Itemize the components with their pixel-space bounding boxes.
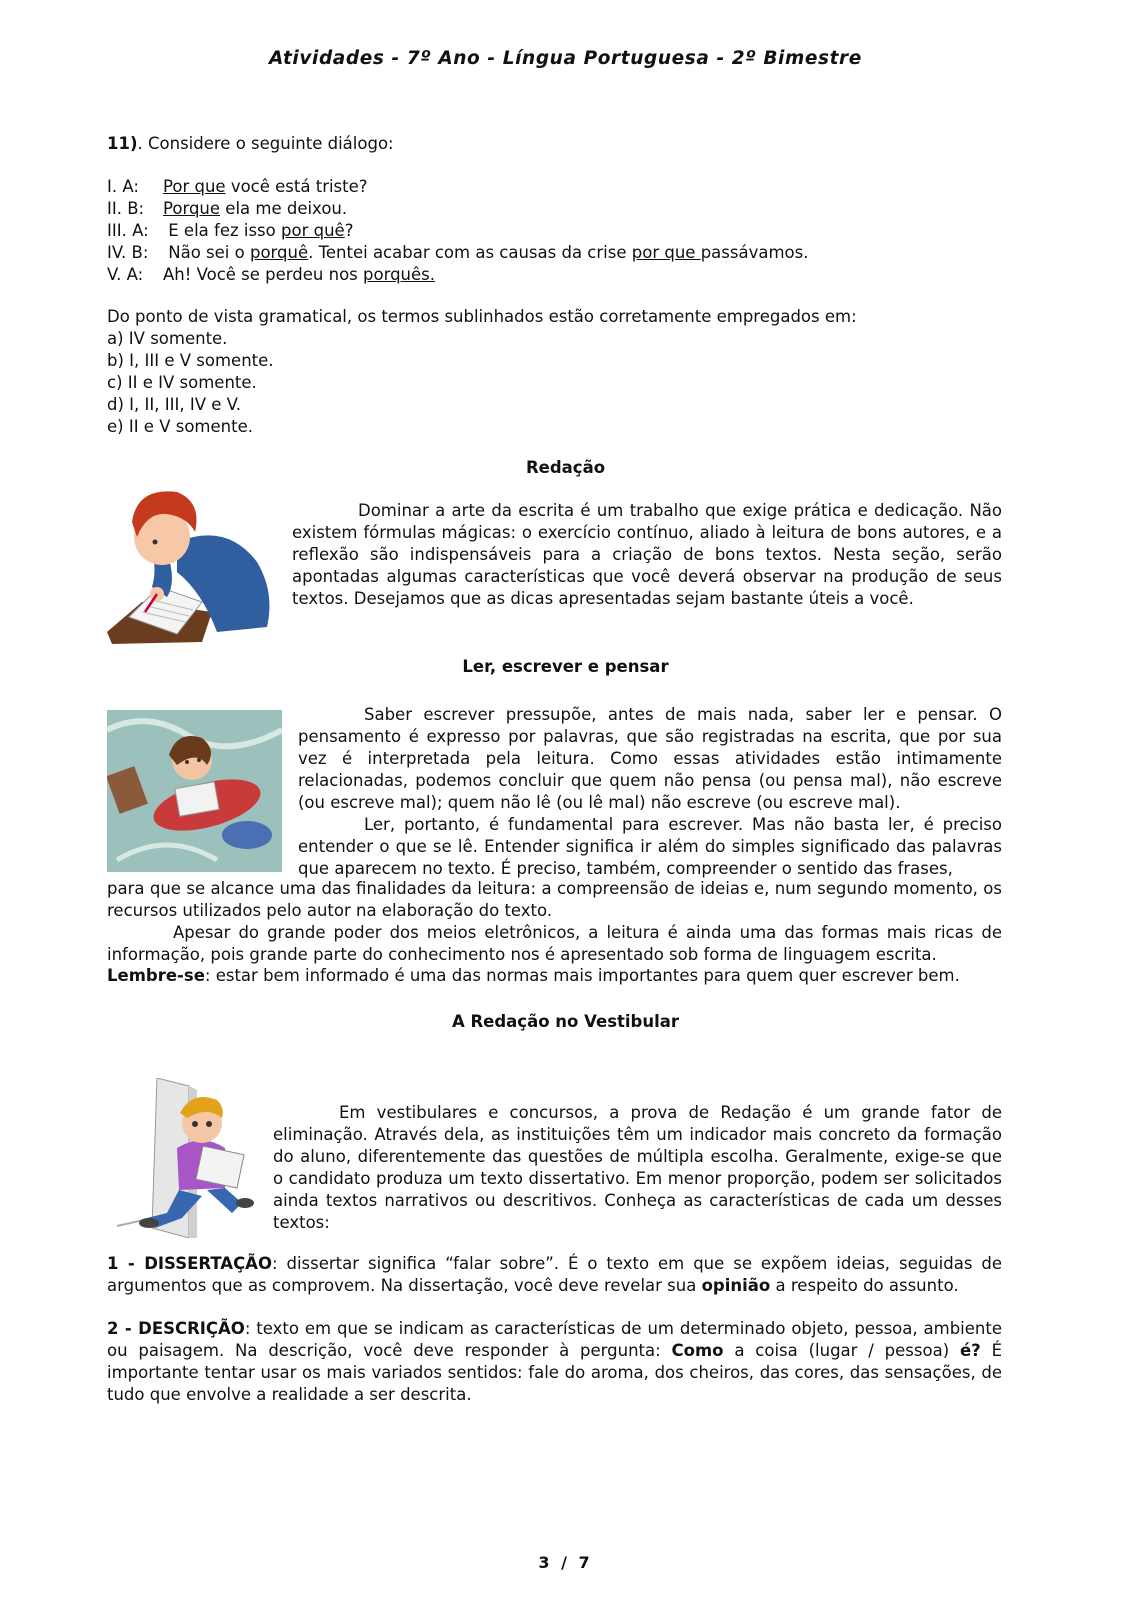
section-title-vestibular: A Redação no Vestibular [451,1012,680,1031]
dissertacao-bold-opiniao: opinião [701,1276,771,1295]
question-text: Do ponto de vista gramatical, os termos sublinhados estão corretamente empregados em: [107,307,857,326]
student-door-illustration [107,1078,257,1238]
descricao-bold-e: é? [959,1341,981,1360]
page-number: 3 / 7 [538,1553,593,1572]
dialogue-text: . Tentei acabar com as causas da crise [308,243,632,262]
underlined-term: porquê [249,243,309,262]
descricao-text-1: : texto em que se indicam as características de um determinado objeto, pessoa, ambiente ou paisagem. Na descrição, você deve responder à pergunta: [107,1319,1002,1360]
underlined-term: Por que [163,177,226,196]
ler-paragraph-1: Saber escrever pressupõe, antes de mais nada, saber ler e pensar. O pensamento é expresso por palavras, que são registradas na escrita, que por sua vez é interpretada pela leitura. Como essas atividades estão intimamente relacionadas, podemos concluir que quem não pensa (ou pensa mal), não escreve (ou escreve mal); quem não lê (ou lê mal) não escreve (ou escreve mal). [298,705,1002,812]
ler-paragraph-2-continuation: para que se alcance uma das finalidades da leitura: a compreensão de ideias e, num segundo momento, os recursos utilizados pelo autor na elaboração do texto. [107,879,1002,920]
dialogue-speaker-label: IV. B: [107,243,149,262]
dialogue-text: E ela fez isso [163,221,281,240]
underlined-term: por que [631,243,701,262]
section-title-ler: Ler, escrever e pensar [462,657,669,676]
dialogue-speaker-label: V. A: [107,265,144,284]
question-11-prompt [107,133,394,155]
descricao-text-2: a coisa (lugar / pessoa) [723,1341,960,1360]
question-prompt-text: . Considere o seguinte diálogo: [137,134,394,153]
dialogue-line [107,242,808,264]
dissertacao-paragraph [107,1253,1002,1297]
underlined-term: Porque [163,199,221,218]
dissertacao-text-1: : dissertar significa “falar sobre”. É o texto em que se expõem ideias, seguidas de argumentos que as comprovem. Na dissertação, você deve revelar sua [107,1254,1002,1295]
dialogue-text: Ah! Você se perdeu nos [163,265,364,284]
answer-option: b) I, III e V somente. [107,351,274,370]
dialogue-text: ela me deixou. [220,199,348,218]
dialogue-line [107,264,808,286]
lembre-se-label: Lembre-se [107,966,205,985]
answer-options [107,328,274,438]
descricao-label: 2 - DESCRIÇÃO [107,1319,245,1338]
underlined-term: porquês. [363,265,436,284]
dialogue-line [107,220,808,242]
dialogue-block [107,176,808,286]
vestibular-paragraph: Em vestibulares e concursos, a prova de Redação é um grande fator de eliminação. Através dela, as instituições têm um indicador mais concreto da formação do aluno, diferentemente das questões de múltipla escolha. Geralmente, exige-se que o candidato produza um texto dissertativo. Em menor proporção, podem ser solicitados ainda textos narrativos ou descritivos. Conheça as características de cada um desses textos: [273,1103,1002,1232]
reading-girl-illustration [107,710,282,872]
dialogue-line [107,176,808,198]
question-number: 11) [107,134,138,153]
descricao-paragraph [107,1318,1002,1406]
dissertacao-text-2: a respeito do assunto. [770,1276,959,1295]
dialogue-text: passávamos. [700,243,809,262]
lembre-se-text: : estar bem informado é uma das normas mais importantes para quem quer escrever bem. [204,966,960,985]
answer-option: c) II e IV somente. [107,373,257,392]
dialogue-line [107,198,808,220]
answer-option: d) I, II, III, IV e V. [107,395,242,414]
underlined-term: por quê [281,221,345,240]
page-header: Atividades - 7º Ano - Língua Portuguesa - 2º Bimestre [269,48,862,69]
dialogue-text: ? [344,221,354,240]
dialogue-speaker-label: III. A: [107,221,149,240]
lembre-se-note [107,965,1002,987]
ler-paragraph-2: Ler, portanto, é fundamental para escrever. Mas não basta ler, é preciso entender o que se lê. Entender significa ir além do simples significado das palavras que aparecem no texto. É preciso, também, compreender o sentido das frases, [298,815,1002,878]
dissertacao-label: 1 - DISSERTAÇÃO [107,1254,272,1273]
dialogue-text: Não sei o [163,243,250,262]
answer-option: e) II e V somente. [107,417,253,436]
dialogue-speaker-label: I. A: [107,177,139,196]
section-title-redacao: Redação [525,458,606,477]
descricao-bold-como: Como [671,1341,724,1360]
redacao-paragraph: Dominar a arte da escrita é um trabalho que exige prática e dedicação. Não existem fórmulas mágicas: o exercício contínuo, aliado à leitura de bons autores, e a reflexão são indispensáveis para a criação de bons textos. Nesta seção, serão apontadas algumas características que você deverá observar na produção de seus textos. Desejamos que as dicas apresentadas sejam bastante úteis a você. [292,501,1002,608]
dialogue-speaker-label: II. B: [107,199,145,218]
ler-paragraph-3: Apesar do grande poder dos meios eletrônicos, a leitura é ainda uma das formas mais ricas de informação, pois grande parte do conhecimento nos é apresentado sob forma de linguagem escrita. [107,923,1002,964]
descricao-text-3: É importante tentar usar os mais variados sentidos: fale do aroma, dos cheiros, das cores, das sensações, de tudo que envolve a realidade a ser descrita. [107,1341,1002,1404]
dialogue-text: você está triste? [225,177,368,196]
writing-boy-illustration [107,482,277,644]
answer-option: a) IV somente. [107,329,228,348]
